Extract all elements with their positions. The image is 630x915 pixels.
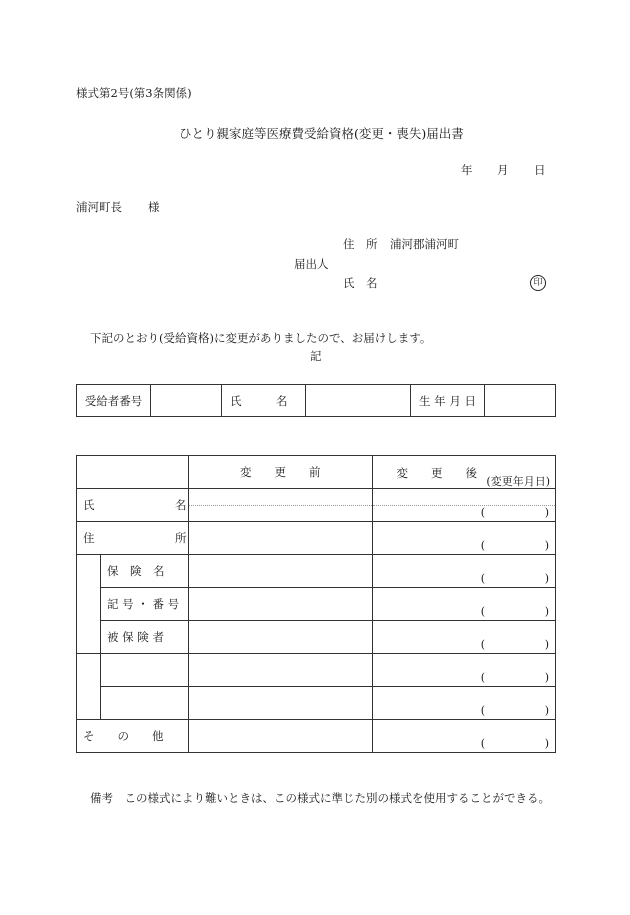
before-insurance-name[interactable] bbox=[188, 555, 372, 588]
ki-label: 記 bbox=[310, 349, 322, 363]
row-label-other: そ の 他 bbox=[77, 720, 189, 753]
date-day: 日 bbox=[534, 163, 546, 177]
seal-mark bbox=[530, 274, 546, 291]
after-symbol-number[interactable] bbox=[372, 588, 555, 621]
before-extra-2[interactable] bbox=[188, 687, 372, 720]
info-table bbox=[76, 384, 556, 417]
before-extra-1[interactable] bbox=[188, 654, 372, 687]
seal-icon: 印 bbox=[530, 275, 546, 291]
date-bracket: ( ) bbox=[480, 737, 549, 750]
col-before-header: 変 更 前 bbox=[188, 456, 372, 489]
after-insured[interactable] bbox=[372, 621, 555, 654]
date-bracket: ( ) bbox=[480, 704, 549, 717]
date-bracket: ( ) bbox=[480, 638, 549, 651]
address-label: 住 所 bbox=[343, 237, 378, 251]
form-number: 様式第2号(第3条関係) bbox=[76, 86, 192, 100]
date-bracket: ( ) bbox=[480, 671, 549, 684]
date-month: 月 bbox=[497, 163, 509, 177]
before-insured[interactable] bbox=[188, 621, 372, 654]
col-after-label: 変 更 後 bbox=[396, 466, 478, 480]
date-bracket: ( ) bbox=[480, 506, 549, 519]
date-bracket: ( ) bbox=[480, 539, 549, 552]
birth-date-field[interactable] bbox=[485, 385, 556, 417]
after-other[interactable] bbox=[372, 720, 555, 753]
after-extra-1[interactable] bbox=[372, 654, 555, 687]
header-blank bbox=[77, 456, 189, 489]
addressee-name: 浦河町長 bbox=[76, 200, 122, 214]
after-insurance-name[interactable] bbox=[372, 555, 555, 588]
info-name-field[interactable] bbox=[306, 385, 411, 417]
body-text: 下記のとおり(受給資格)に変更がありましたので、お届けします。 bbox=[90, 331, 432, 345]
after-name[interactable] bbox=[372, 489, 555, 522]
applicant-label: 届出人 bbox=[294, 257, 329, 271]
recipient-number-field[interactable] bbox=[151, 385, 222, 417]
info-name-label: 氏 名 bbox=[222, 385, 306, 417]
after-extra-2[interactable] bbox=[372, 687, 555, 720]
page-title: ひとり親家庭等医療費受給資格(変更・喪失)届出書 bbox=[179, 126, 464, 141]
row-label-symbol-number: 記 号 ・ 番 号 bbox=[100, 588, 188, 621]
row-label-name: 氏 名 bbox=[77, 489, 189, 522]
extra-label-1[interactable] bbox=[100, 654, 188, 687]
remarks: 備考 この様式により難いときは、この様式に準じた別の様式を使用することができる。 bbox=[90, 791, 550, 805]
col-after-header bbox=[372, 456, 555, 489]
recipient-number-label: 受給者番号 bbox=[77, 385, 151, 417]
date-year: 年 bbox=[461, 163, 473, 177]
row-label-insured: 被 保 険 者 bbox=[100, 621, 188, 654]
birth-date-label: 生 年 月 日 bbox=[410, 385, 484, 417]
name-label: 氏 名 bbox=[343, 276, 378, 290]
row-label-insurance-name: 保 険 名 bbox=[100, 555, 188, 588]
after-address[interactable] bbox=[372, 522, 555, 555]
extra-group-cell bbox=[77, 654, 101, 720]
row-label-address: 住 所 bbox=[77, 522, 189, 555]
change-table bbox=[76, 455, 556, 753]
change-date-label: (変更年月日) bbox=[486, 475, 550, 488]
date-bracket: ( ) bbox=[480, 572, 549, 585]
insurance-group-cell bbox=[77, 555, 101, 654]
date-bracket: ( ) bbox=[480, 605, 549, 618]
address-value: 浦河郡浦河町 bbox=[390, 237, 459, 251]
addressee-honorific: 様 bbox=[148, 200, 160, 214]
before-other[interactable] bbox=[188, 720, 372, 753]
before-address[interactable] bbox=[188, 522, 372, 555]
before-symbol-number[interactable] bbox=[188, 588, 372, 621]
before-name[interactable] bbox=[188, 489, 372, 522]
extra-label-2[interactable] bbox=[100, 687, 188, 720]
